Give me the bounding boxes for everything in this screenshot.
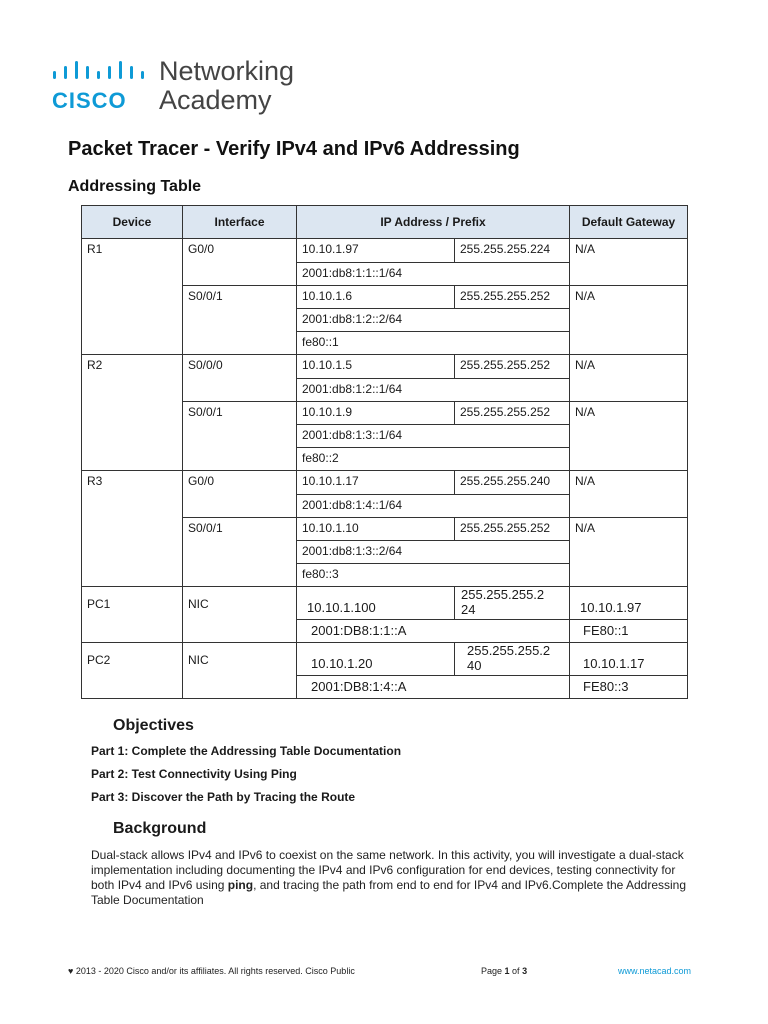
table-row [82, 643, 688, 676]
header-device: Device [82, 206, 183, 239]
page-title: Packet Tracer - Verify IPv4 and IPv6 Addressing [68, 138, 520, 160]
ipv4-cell: 10.10.1.9 [297, 402, 455, 425]
mask-cell: 255.255.255.252 [455, 402, 570, 425]
ipv4-cell: 10.10.1.97 [297, 239, 455, 263]
ipv6-cell: 2001:db8:1:3::2/64 [297, 541, 570, 564]
device-cell: R2 [82, 355, 183, 471]
footer-url-link[interactable]: www.netacad.com [618, 966, 692, 976]
background-text-2: , and tracing the path from end to end for IPv4 and IPv6.Complete the Addressing Table Documentation [91, 878, 687, 907]
table-row [82, 587, 688, 620]
ipv4-cell: 10.10.1.100 [297, 587, 455, 620]
ipv4-cell: 10.10.1.5 [297, 355, 455, 379]
page-prefix: Page [481, 966, 505, 976]
mask-cell: 255.255.255.252 [455, 355, 570, 379]
ipv6-cell: 2001:db8:1:3::1/64 [297, 425, 570, 448]
footer-page-number [481, 966, 527, 976]
objective-part-1: Part 1: Complete the Addressing Table Documentation [91, 744, 402, 758]
link-local-cell: fe80::3 [297, 564, 570, 587]
ipv4-cell: 10.10.1.6 [297, 286, 455, 309]
mask-cell [455, 643, 570, 676]
device-cell: PC1 [82, 587, 183, 643]
interface-cell: S0/0/1 [183, 518, 297, 587]
gateway-cell: 10.10.1.97 [570, 587, 688, 620]
interface-cell: NIC [183, 587, 297, 643]
table-row [82, 355, 688, 379]
logo-academy-text: Academy [159, 85, 272, 115]
cisco-bars-icon [52, 60, 147, 82]
device-cell: R3 [82, 471, 183, 587]
ipv6-cell: 2001:db8:1:2::1/64 [297, 379, 570, 402]
ipv6-cell: 2001:db8:1:4::1/64 [297, 495, 570, 518]
table-row [82, 471, 688, 495]
objective-part-3: Part 3: Discover the Path by Tracing the Route [91, 790, 356, 804]
device-cell: PC2 [82, 643, 183, 699]
page-of: of [509, 966, 523, 976]
mask-cell: 255.255.255.252 [455, 286, 570, 309]
ipv6-cell: 2001:DB8:1:1::A [297, 620, 570, 643]
objective-part-2: Part 2: Test Connectivity Using Ping [91, 767, 297, 781]
ipv6-cell: 2001:db8:1:2::2/64 [297, 309, 570, 332]
ipv6-cell: 2001:DB8:1:4::A [297, 676, 570, 699]
gateway-cell: N/A [570, 402, 688, 471]
interface-cell: S0/0/1 [183, 286, 297, 355]
ipv4-cell: 10.10.1.17 [297, 471, 455, 495]
mask-line-2: 24 [461, 602, 476, 617]
interface-cell: NIC [183, 643, 297, 699]
background-bold-ping: ping [227, 878, 254, 892]
mask-cell: 255.255.255.224 [455, 239, 570, 263]
gateway-cell: N/A [570, 286, 688, 355]
mask-cell [455, 587, 570, 620]
link-local-cell: fe80::2 [297, 448, 570, 471]
gateway-cell: N/A [570, 355, 688, 402]
header-default-gateway: Default Gateway [570, 206, 688, 239]
mask-cell: 255.255.255.240 [455, 471, 570, 495]
mask-line-2: 40 [467, 658, 482, 673]
page-total: 3 [522, 966, 528, 976]
interface-cell: S0/0/1 [183, 402, 297, 471]
logo-networking-text: Networking [159, 56, 295, 86]
header-ip-address-prefix: IP Address / Prefix [297, 206, 570, 239]
gateway-cell: N/A [570, 239, 688, 286]
cisco-networking-academy-logo [52, 56, 352, 118]
interface-cell: G0/0 [183, 471, 297, 518]
gateway-cell: N/A [570, 471, 688, 518]
background-heading: Background [113, 820, 207, 837]
section-heading-addressing-table: Addressing Table [68, 178, 202, 195]
mask-line-1: 255.255.255.2 [461, 587, 545, 602]
gateway-cell: N/A [570, 518, 688, 587]
background-paragraph [91, 848, 691, 908]
table-header-row [82, 206, 688, 239]
ipv4-cell: 10.10.1.10 [297, 518, 455, 541]
link-local-cell: fe80::1 [297, 332, 570, 355]
mask-line-1: 255.255.255.2 [467, 643, 551, 658]
table-row [82, 239, 688, 263]
objectives-heading: Objectives [113, 717, 194, 734]
cisco-wordmark: CISCO [52, 88, 127, 113]
page-current: 1 [504, 966, 510, 976]
mask-cell: 255.255.255.252 [455, 518, 570, 541]
gateway-ipv6-cell: FE80::3 [570, 676, 688, 699]
interface-cell: G0/0 [183, 239, 297, 286]
interface-cell: S0/0/0 [183, 355, 297, 402]
gateway-cell: 10.10.1.17 [570, 643, 688, 676]
background-text-1: Dual-stack allows IPv4 and IPv6 to coexist on the same network. In this activity, you will investigate a dual-stack implementation including documenting the IPv4 and IPv6 configuration for end devices, testing connectivity for both IPv4 and IPv6 using [91, 848, 684, 892]
gateway-ipv6-cell: FE80::1 [570, 620, 688, 643]
addressing-table [81, 205, 688, 699]
footer-copyright: ♥ 2013 - 2020 Cisco and/or its affiliates. All rights reserved. Cisco Public [68, 966, 355, 976]
device-cell: R1 [82, 239, 183, 355]
header-interface: Interface [183, 206, 297, 239]
ipv4-cell: 10.10.1.20 [297, 643, 455, 676]
ipv6-cell: 2001:db8:1:1::1/64 [297, 263, 570, 286]
